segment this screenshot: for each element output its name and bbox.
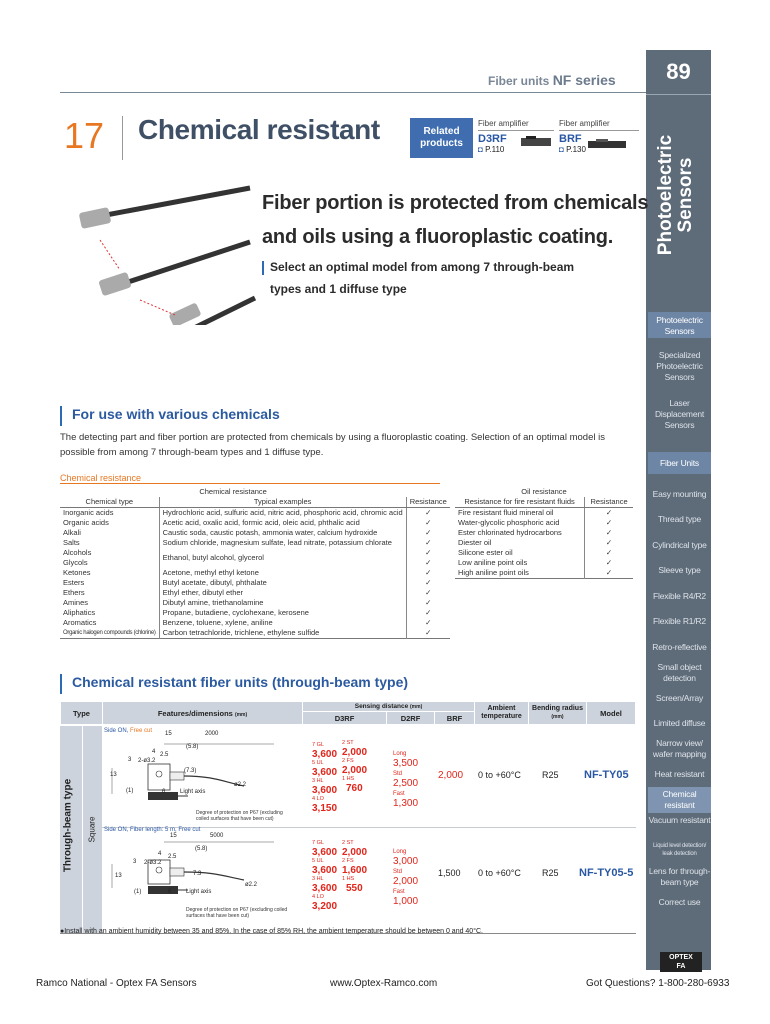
row1-model[interactable]: NF-TY05 — [584, 769, 629, 781]
footer-website[interactable]: www.Optex-Ramco.com — [330, 978, 438, 989]
row2-d2rf-values: Long 3,000 Std 2,000 Fast 1,000 — [393, 849, 419, 907]
row2-note: Degree of protection on P67 (excluding coiled surfaces that have been cut) — [186, 907, 288, 919]
row1-d3rf-values: 7 GL 3,600 5 UL 3,600 3 HL 3,600 4 LO 3,150 — [312, 742, 338, 814]
col-chemical-type: Chemical type — [60, 497, 159, 508]
related-products-badge: Related products — [410, 118, 473, 158]
sidenav-vacuum[interactable]: Vacuum resistant — [648, 815, 711, 825]
col-examples: Typical examples — [159, 497, 406, 508]
sidenav-chemical[interactable]: Chemical resistant — [648, 787, 711, 813]
row2-d3rf-values-b: 2 ST 2,000 2 FS 1,600 1 HS 550 — [342, 840, 368, 894]
amplifier-brf-icon — [586, 138, 630, 152]
oil-header: Oil resistance — [521, 487, 567, 496]
sidenav-sleeve[interactable]: Sleeve type — [658, 565, 701, 575]
footer-company: Ramco National - Optex FA Sensors — [36, 978, 197, 989]
row1-description: Side ON, Free cut — [104, 728, 153, 734]
table-row: Alkali Caustic soda, caustic potash, ammonia water, calcium hydroxide ✓ — [60, 528, 450, 538]
table-row: High aniline point oils ✓ — [455, 568, 633, 579]
table-row: Esters Butyl acetate, dibutyl, phthalate ✓ — [60, 578, 450, 588]
table-row: Silicone ester oil ✓ — [455, 548, 633, 558]
sidenav-fiber-units[interactable]: Fiber Units — [648, 452, 711, 474]
page-number: 89 — [666, 59, 691, 84]
table-row: Salts Sodium chloride, magnesium sulfate, lead nitrate, potassium chlorate ✓ — [60, 538, 450, 548]
chemicals-section-title: For use with various chemicals — [72, 406, 280, 422]
oil-resistance-table — [455, 487, 633, 579]
table-row: Aliphatics Propane, butadiene, cyclohexane, kerosene ✓ — [60, 608, 450, 618]
row1-ambient: 0 to +60°C — [478, 770, 521, 780]
sidenav-cylindrical[interactable]: Cylindrical type — [652, 540, 707, 550]
page-title: Chemical resistant — [138, 114, 380, 145]
table-row: Ketones Acetone, methyl ethyl ketone ✓ — [60, 568, 450, 578]
table-row: Water-glycolic phosphoric acid ✓ — [455, 518, 633, 528]
fiber-units-photo — [70, 180, 260, 325]
chemical-resistance-label: Chemical resistance — [60, 473, 142, 483]
row2-model[interactable]: NF-TY05-5 — [579, 867, 634, 879]
table-row: Fire resistant fluid mineral oil ✓ — [455, 508, 633, 519]
table-row: Organic acids Acetic acid, oxalic acid, formic acid, oleic acid, phthalic acid ✓ — [60, 518, 450, 528]
col-resistance: Resistance — [406, 497, 450, 508]
humidity-footnote: ●Install with an ambient humidity between 35 and 85%. In the case of 85% RH, the ambient temperature should be between 0 and 40°C. — [60, 928, 484, 935]
row1-d2rf-values: Long 3,500 Std 2,500 Fast 1,300 — [393, 751, 419, 809]
sidenav-flexible-r4[interactable]: Flexible R4/R2 — [653, 591, 706, 601]
chem-header: Chemical resistance — [199, 487, 267, 496]
fiber-table-header: Type Features/dimensions (mm) Sensing distance (mm) Ambient temperature Bending radius (mm) Model D3RF D2RF BRF — [60, 701, 636, 725]
table-row: Diester oil ✓ — [455, 538, 633, 548]
table-row: Low aniline point oils ✓ — [455, 558, 633, 568]
fiber-units-section-title: Chemical resistant fiber units (through-beam type) — [72, 674, 408, 690]
optex-logo: OPTEX FA — [660, 952, 702, 972]
table-row: Ester chlorinated hydrocarbons ✓ — [455, 528, 633, 538]
sidenav-narrow-view[interactable]: Narrow view/ wafer mapping — [652, 738, 707, 759]
through-beam-label: Through-beam type — [62, 778, 74, 873]
sidenav-screen[interactable]: Screen/Array — [655, 693, 704, 703]
sidenav-correct-use[interactable]: Correct use — [658, 897, 701, 907]
related-item-d3rf[interactable]: Fiber amplifier D3RF ◘ P.110 — [478, 119, 554, 154]
sidenav-laser[interactable]: Laser Displacement Sensors — [654, 398, 705, 430]
amplifier-d3rf-icon — [520, 134, 554, 150]
sidenav-lens[interactable]: Lens for through-beam type — [648, 866, 711, 887]
sidenav-thread[interactable]: Thread type — [657, 514, 702, 524]
section-number: 17 — [64, 115, 105, 156]
related-item-brf[interactable]: Fiber amplifier BRF ◘ P.130 — [559, 119, 639, 154]
chemicals-description: The detecting part and fiber portion are protected from chemicals by using a fluoroplastic coating. Selection of an optimal model is possible from among 7 through-beam types and 1 diffuse type. — [60, 432, 605, 458]
subheadline: Select an optimal model from among 7 through-beam types and 1 diffuse type — [262, 256, 574, 300]
table-row: Amines Dibutyl amine, triethanolamine ✓ — [60, 598, 450, 608]
row1-d3rf-values-b: 2 ST 2,000 2 FS 2,000 1 HS 760 — [342, 740, 368, 794]
row2-ambient: 0 to +60°C — [478, 868, 521, 878]
row2-brf: 1,500 — [438, 868, 461, 878]
sidenav-heat[interactable]: Heat resistant — [654, 769, 705, 779]
col-oil-resistance: Resistance — [585, 497, 633, 508]
table-row: Organic halogen compounds (chlorine) Carbon tetrachloride, trichlene, ethylene sulfide ✓ — [60, 628, 450, 639]
sidenav-photoelectric[interactable]: Photoelectric Sensors — [648, 312, 711, 338]
row1-bending: R25 — [542, 770, 559, 780]
chemical-resistance-table — [60, 487, 450, 639]
sidenav-retro[interactable]: Retro-reflective — [652, 642, 707, 652]
sidenav-liquid[interactable]: Liquid level detection/ leak detection — [652, 843, 707, 857]
square-label: Square — [87, 816, 97, 843]
row2-bending: R25 — [542, 868, 559, 878]
table-row: Aromatics Benzene, toluene, xylene, aniline ✓ — [60, 618, 450, 628]
sidenav-easy-mounting[interactable]: Easy mounting — [652, 489, 707, 499]
footer-phone[interactable]: Got Questions? 1-800-280-6933 — [586, 978, 730, 989]
col-oil: Resistance for fire resistant fluids — [455, 497, 585, 508]
side-title: Photoelectric Sensors — [655, 134, 696, 256]
sidenav-specialized[interactable]: Specialized Photoelectric Sensors — [656, 350, 703, 382]
series-label: Fiber units NF series — [488, 72, 616, 88]
table-row: Ethers Ethyl ether, dibutyl ether ✓ — [60, 588, 450, 598]
table-row: Alcohols Ethanol, butyl alcohol, glycerol ✓ — [60, 548, 450, 558]
row2-d3rf-values: 7 GL 3,600 5 UL 3,600 3 HL 3,600 4 LO 3,200 — [312, 840, 338, 912]
sidenav-limited-diffuse[interactable]: Limited diffuse — [653, 718, 706, 728]
table-row: Inorganic acids Hydrochloric acid, sulfuric acid, nitric acid, phosphoric acid, chromic acid ✓ — [60, 508, 450, 519]
sidenav-flexible-r1[interactable]: Flexible R1/R2 — [653, 616, 706, 626]
row1-brf: 2,000 — [438, 770, 464, 781]
sidenav-small-object[interactable]: Small object detection — [657, 662, 702, 683]
row2-description: Side ON, Fiber length: 5 m, Free cut — [104, 827, 201, 833]
table-row: Glycols ✓ — [60, 558, 450, 568]
row1-note: Degree of protection on P67 (excluding coiled surfaces that have been cut) — [196, 810, 283, 822]
headline: Fiber portion is protected from chemicals and oils using a fluoroplastic coating. — [262, 192, 649, 248]
